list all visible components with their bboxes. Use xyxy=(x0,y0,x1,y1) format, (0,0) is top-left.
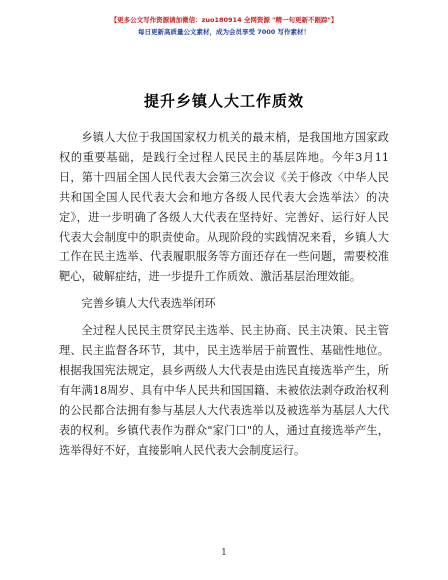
section-heading: 完善乡镇人大代表选举闭环 xyxy=(81,297,216,311)
page-number: 1 xyxy=(221,548,227,558)
promo-banner-line1: 【更多公文写作资源请加微信：zuo180914 全网资源 "精一句更新不跟踪"】 xyxy=(110,16,338,24)
promo-banner xyxy=(0,14,448,38)
document-body xyxy=(59,128,389,461)
document-title: 提升乡镇人大工作质效 xyxy=(143,92,304,110)
section-paragraph: 全过程人民民主贯穿民主选举、民主协商、民主决策、民主管理、民主监督各环节，其中，民主选举居于前置性、基础性地位。根据我国宪法规定，县乡两级人大代表是由选民直接选举产生，所有年满18周岁、具有中华人民共和国国籍、未被依法剥夺政治权利的公民都合法拥有参与基层人大代表选举以及被选举为基层人大代表的权利。乡镇代表作为群众"家门口"的人，通过直接选举产生，选举得好不好，直接影响人民代表大会制度运行。 xyxy=(59,324,389,457)
intro-paragraph: 乡镇人大位于我国国家权力机关的最末梢，是我国地方国家政权的重要基础，是践行全过程人民民主的基层阵地。今年3月11日，第十四届全国人民代表大会第三次会议《关于修改〈中华人民共和国全国人民代表大会和地方各级人民代表大会选举法〉的决定》，进一步明确了各级人大代表在坚持好、完善好、运行好人民代表大会制度中的职责使命。从现阶段的实践情况来看，乡镇人大工作在民主选举、代表履职服务等方面还存在一些问题，需要校准靶心，破解症结，进一步提升工作质效、激活基层治理效能。 xyxy=(59,131,389,284)
promo-banner-line2: 每日更新高质量公文素材，成为会员享受 7000 写作素材！ xyxy=(137,28,311,36)
